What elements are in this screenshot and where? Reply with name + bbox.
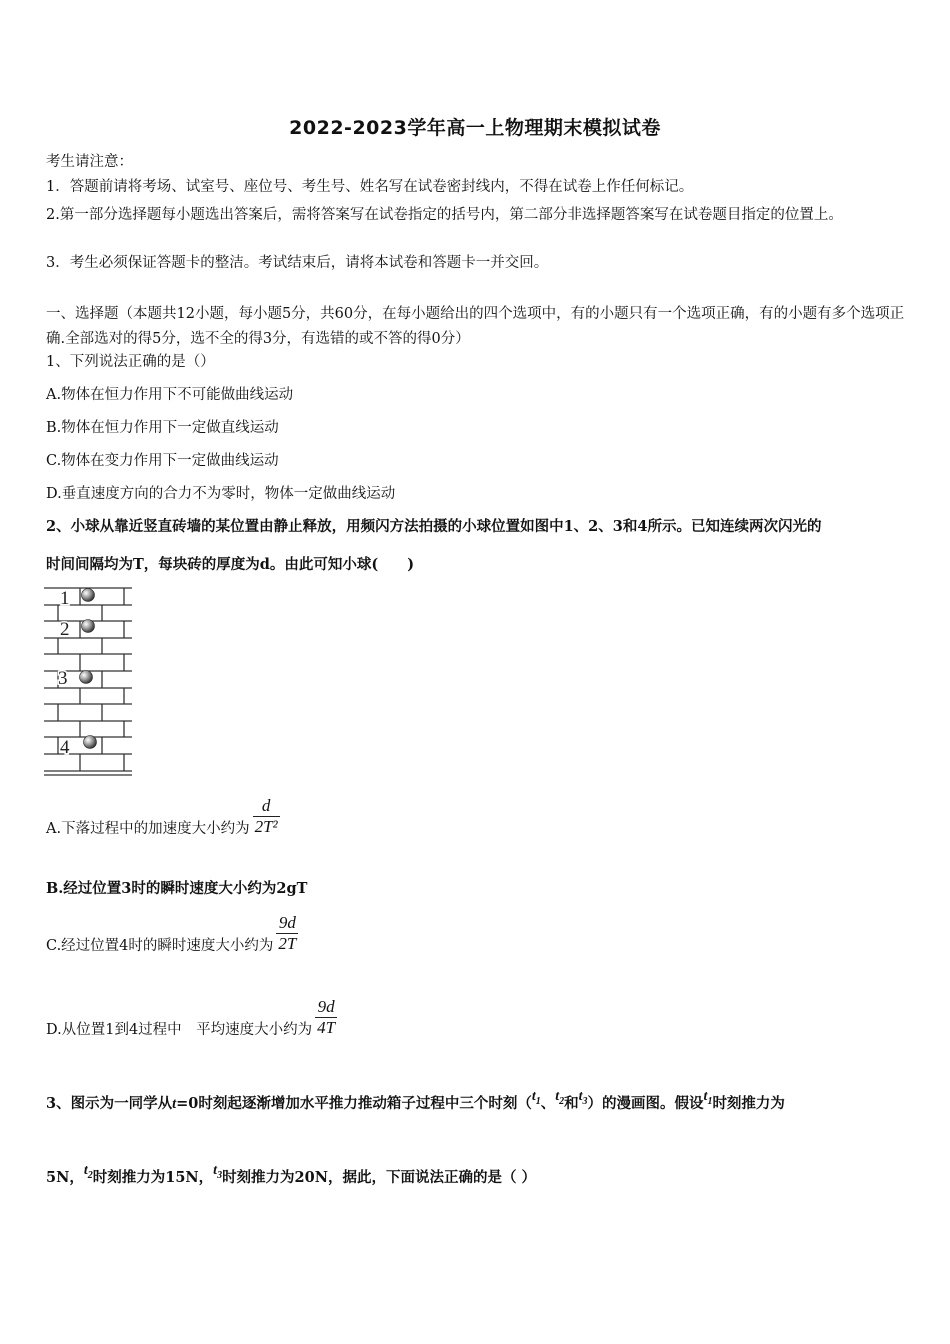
t3-subscript-2: 3 — [217, 1170, 223, 1181]
fraction-c — [276, 913, 298, 954]
q3-text-i: 时刻推力为20N，据此，下面说法正确的是（ ） — [222, 1169, 537, 1186]
t1-letter-2: t — [703, 1089, 708, 1104]
fraction-a-numerator: d — [253, 796, 280, 817]
q3-text-a: 3、图示为一同学从 — [46, 1095, 173, 1112]
fraction-c-denominator: 2T — [278, 934, 297, 953]
q1-option-d: D.垂直速度方向的合力不为零时，物体一定做曲线运动 — [46, 486, 396, 502]
fraction-c-numerator: 9d — [276, 913, 298, 934]
q1-option-a: A.物体在恒力作用下不可能做曲线运动 — [46, 387, 294, 403]
fraction-d — [315, 997, 337, 1038]
q2-option-a — [46, 796, 280, 837]
t1-subscript: 1 — [535, 1096, 541, 1107]
t3-symbol-2 — [213, 1163, 223, 1181]
section-heading: 一、选择题（本题共12小题，每小题5分，共60分，在每小题给出的四个选项中，有的小题只有一个选项正确，有的小题有多个选项正确.全部选对的得5分，选不全的得3分，有选错的或不答的得0分） — [46, 306, 905, 347]
q1-option-b: B.物体在恒力作用下一定做直线运动 — [46, 420, 279, 436]
q3-text-e: ）的漫画图。假设 — [587, 1095, 704, 1112]
q3-text-b: =0时刻起逐渐增加水平推力推动箱子过程中三个时刻（ — [176, 1095, 532, 1112]
t2-symbol — [555, 1089, 565, 1107]
fraction-d-numerator: 9d — [315, 997, 337, 1018]
notice-heading: 考生请注意： — [46, 154, 133, 170]
t3-letter: t — [578, 1089, 583, 1104]
q2-option-d-text: D.从位置1到4过程中 平均速度大小约为 — [46, 1021, 313, 1038]
q2-option-b: B.经过位置3时的瞬时速度大小约为2gT — [46, 880, 308, 897]
page-title: 2022-2023学年高一上物理期末模拟试卷 — [289, 117, 661, 139]
q2-option-a-text: A.下落过程中的加速度大小约为 — [46, 820, 250, 837]
q3-text-g: 5N， — [46, 1169, 84, 1186]
q1-option-c: C.物体在变力作用下一定做曲线运动 — [46, 453, 279, 469]
q3-line2 — [46, 1163, 537, 1194]
label-3: 3 — [58, 668, 68, 689]
brick-wall-figure — [44, 585, 136, 780]
t1-symbol-2 — [703, 1089, 713, 1107]
t2-symbol-2 — [83, 1163, 93, 1181]
q2-option-d — [46, 997, 337, 1038]
q1-stem: 1、下列说法正确的是（） — [46, 354, 215, 370]
notice-item-3: 3．考生必须保证答题卡的整洁。考试结束后，请将本试卷和答题卡一并交回。 — [46, 255, 549, 271]
t1-symbol — [531, 1089, 541, 1107]
t1-subscript-2: 1 — [707, 1096, 713, 1107]
label-2: 2 — [60, 619, 70, 640]
t2-subscript-2: 2 — [87, 1170, 93, 1181]
q2-option-c-text: C.经过位置4时的瞬时速度大小约为 — [46, 937, 274, 954]
fraction-a — [253, 796, 280, 837]
fraction-d-denominator: 4T — [317, 1018, 336, 1037]
t2-letter: t — [555, 1089, 560, 1104]
q2-option-c — [46, 913, 298, 954]
t3-letter-2: t — [213, 1163, 218, 1178]
ball-position-4 — [84, 736, 97, 749]
ball-position-2 — [82, 620, 95, 633]
t2-letter-2: t — [83, 1163, 88, 1178]
t2-subscript: 2 — [559, 1096, 565, 1107]
ball-position-1 — [82, 589, 95, 602]
label-1: 1 — [60, 588, 70, 609]
q2-stem-line1: 2、小球从靠近竖直砖墙的某位置由静止释放，用频闪方法拍摄的小球位置如图中1、2、3和4所示。已知连续两次闪光的 — [46, 518, 822, 535]
notice-item-1: 1．答题前请将考场、试室号、座位号、考生号、姓名写在试卷密封线内，不得在试卷上作任何标记。 — [46, 179, 694, 195]
ball-position-3 — [80, 671, 93, 684]
t3-symbol — [578, 1089, 588, 1107]
q3-text-h: 时刻推力为15N， — [92, 1169, 214, 1186]
t3-subscript: 3 — [582, 1096, 588, 1107]
q3-line1 — [46, 1089, 785, 1120]
t1-letter: t — [531, 1089, 536, 1104]
q3-text-d: 和 — [564, 1095, 579, 1112]
notice-item-2: 2.第一部分选择题每小题选出答案后，需将答案写在试卷指定的括号内，第二部分非选择题答案写在试卷题目指定的位置上。 — [46, 207, 843, 223]
q2-stem-line2: 时间间隔均为T，每块砖的厚度为d。由此可知小球( ) — [46, 556, 415, 573]
fraction-a-denominator: 2T² — [254, 817, 278, 836]
q3-var-t: t — [172, 1096, 177, 1112]
label-4: 4 — [60, 737, 70, 758]
q3-text-c: 、 — [540, 1095, 556, 1112]
q3-text-f: 时刻推力为 — [712, 1095, 785, 1112]
